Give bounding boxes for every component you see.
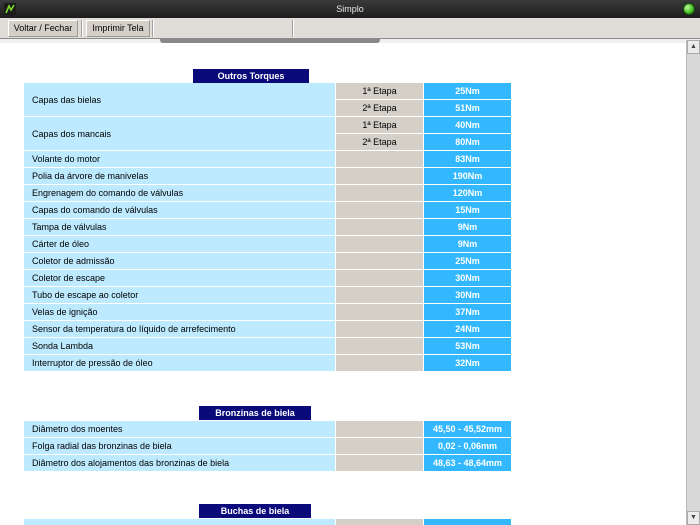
torque-value: 9Nm <box>424 219 511 235</box>
content-area <box>0 43 686 525</box>
table-row <box>24 455 511 472</box>
table-row <box>24 168 511 185</box>
torque-value: 37Nm <box>424 304 511 320</box>
section-title-outros-torques: Outros Torques <box>193 69 309 83</box>
scroll-up-arrow-icon[interactable]: ▲ <box>687 40 700 54</box>
stage-cell <box>336 168 423 184</box>
table-row <box>24 519 511 525</box>
stage-cell <box>336 438 423 454</box>
table-row <box>24 219 511 236</box>
vertical-scrollbar[interactable] <box>686 40 700 525</box>
row-label <box>24 519 335 525</box>
table-row <box>24 83 511 100</box>
section-title-bronzinas-biela: Bronzinas de biela <box>199 406 311 420</box>
torque-value: 51Nm <box>424 100 511 116</box>
torque-value: 40Nm <box>424 117 511 133</box>
stage-cell <box>336 421 423 437</box>
stage-label: 1ª Etapa <box>336 83 423 99</box>
stage-cell <box>336 455 423 471</box>
spec-value: 0,02 - 0,06mm <box>424 438 511 454</box>
table-row <box>24 151 511 168</box>
table-row <box>24 134 511 151</box>
table-row <box>24 421 511 438</box>
row-label: Velas de ignição <box>24 304 335 320</box>
row-label: Polia da árvore de manivelas <box>24 168 335 184</box>
stage-cell <box>336 219 423 235</box>
table-row <box>24 438 511 455</box>
stage-cell <box>336 236 423 252</box>
table-row <box>24 202 511 219</box>
stage-cell <box>336 270 423 286</box>
torque-value: 190Nm <box>424 168 511 184</box>
spec-value: 48,63 - 48,64mm <box>424 455 511 471</box>
toolbar <box>0 18 700 39</box>
torque-value: 120Nm <box>424 185 511 201</box>
torque-value: 25Nm <box>424 83 511 99</box>
stage-cell <box>336 519 423 525</box>
title-bar <box>0 0 700 18</box>
toolbar-separator <box>292 20 294 37</box>
table-row <box>24 236 511 253</box>
table-row <box>24 253 511 270</box>
stage-label: 1ª Etapa <box>336 117 423 133</box>
scroll-down-arrow-icon[interactable]: ▼ <box>687 511 700 525</box>
table-row <box>24 287 511 304</box>
row-label: Folga radial das bronzinas de biela <box>24 438 335 454</box>
torque-value: 80Nm <box>424 134 511 150</box>
torque-value: 24Nm <box>424 321 511 337</box>
toolbar-separator <box>152 20 154 37</box>
window-status-icon[interactable] <box>683 3 695 15</box>
stage-cell <box>336 287 423 303</box>
table-row <box>24 100 511 117</box>
table-row <box>24 270 511 287</box>
torque-value: 83Nm <box>424 151 511 167</box>
torque-value: 30Nm <box>424 287 511 303</box>
table-row <box>24 185 511 202</box>
torque-value: 9Nm <box>424 236 511 252</box>
row-label-capas-bielas: Capas das bielas <box>24 83 335 116</box>
row-label: Cárter de óleo <box>24 236 335 252</box>
window-title: Simplo <box>336 4 364 14</box>
row-label-capas-mancais: Capas dos mancais <box>24 117 335 150</box>
row-label: Tampa de válvulas <box>24 219 335 235</box>
table-row <box>24 117 511 134</box>
table-row <box>24 355 511 372</box>
stage-label: 2ª Etapa <box>336 100 423 116</box>
row-label: Interruptor de pressão de óleo <box>24 355 335 371</box>
row-label: Sonda Lambda <box>24 338 335 354</box>
row-label: Diâmetro dos alojamentos das bronzinas de biela <box>24 455 335 471</box>
stage-label: 2ª Etapa <box>336 134 423 150</box>
torque-value: 25Nm <box>424 253 511 269</box>
spec-value: 45,50 - 45,52mm <box>424 421 511 437</box>
row-label: Sensor da temperatura do líquido de arrefecimento <box>24 321 335 337</box>
print-screen-button[interactable]: Imprimir Tela <box>86 20 150 37</box>
row-label: Engrenagem do comando de válvulas <box>24 185 335 201</box>
torque-value: 32Nm <box>424 355 511 371</box>
stage-cell <box>336 151 423 167</box>
row-label: Volante do motor <box>24 151 335 167</box>
stage-cell <box>336 304 423 320</box>
row-label: Coletor de escape <box>24 270 335 286</box>
torque-value: 15Nm <box>424 202 511 218</box>
stage-cell <box>336 355 423 371</box>
row-label: Capas do comando de válvulas <box>24 202 335 218</box>
row-label: Coletor de admissão <box>24 253 335 269</box>
stage-cell <box>336 202 423 218</box>
stage-cell <box>336 185 423 201</box>
back-close-button[interactable]: Voltar / Fechar <box>8 20 78 37</box>
table-row <box>24 338 511 355</box>
row-label: Diâmetro dos moentes <box>24 421 335 437</box>
spec-value <box>424 519 511 525</box>
row-label: Tubo de escape ao coletor <box>24 287 335 303</box>
section-title-buchas-biela: Buchas de biela <box>199 504 311 518</box>
stage-cell <box>336 338 423 354</box>
app-logo-icon <box>4 3 16 15</box>
torque-value: 30Nm <box>424 270 511 286</box>
table-row <box>24 304 511 321</box>
toolbar-separator <box>81 20 83 37</box>
stage-cell <box>336 253 423 269</box>
table-row <box>24 321 511 338</box>
torque-value: 53Nm <box>424 338 511 354</box>
stage-cell <box>336 321 423 337</box>
